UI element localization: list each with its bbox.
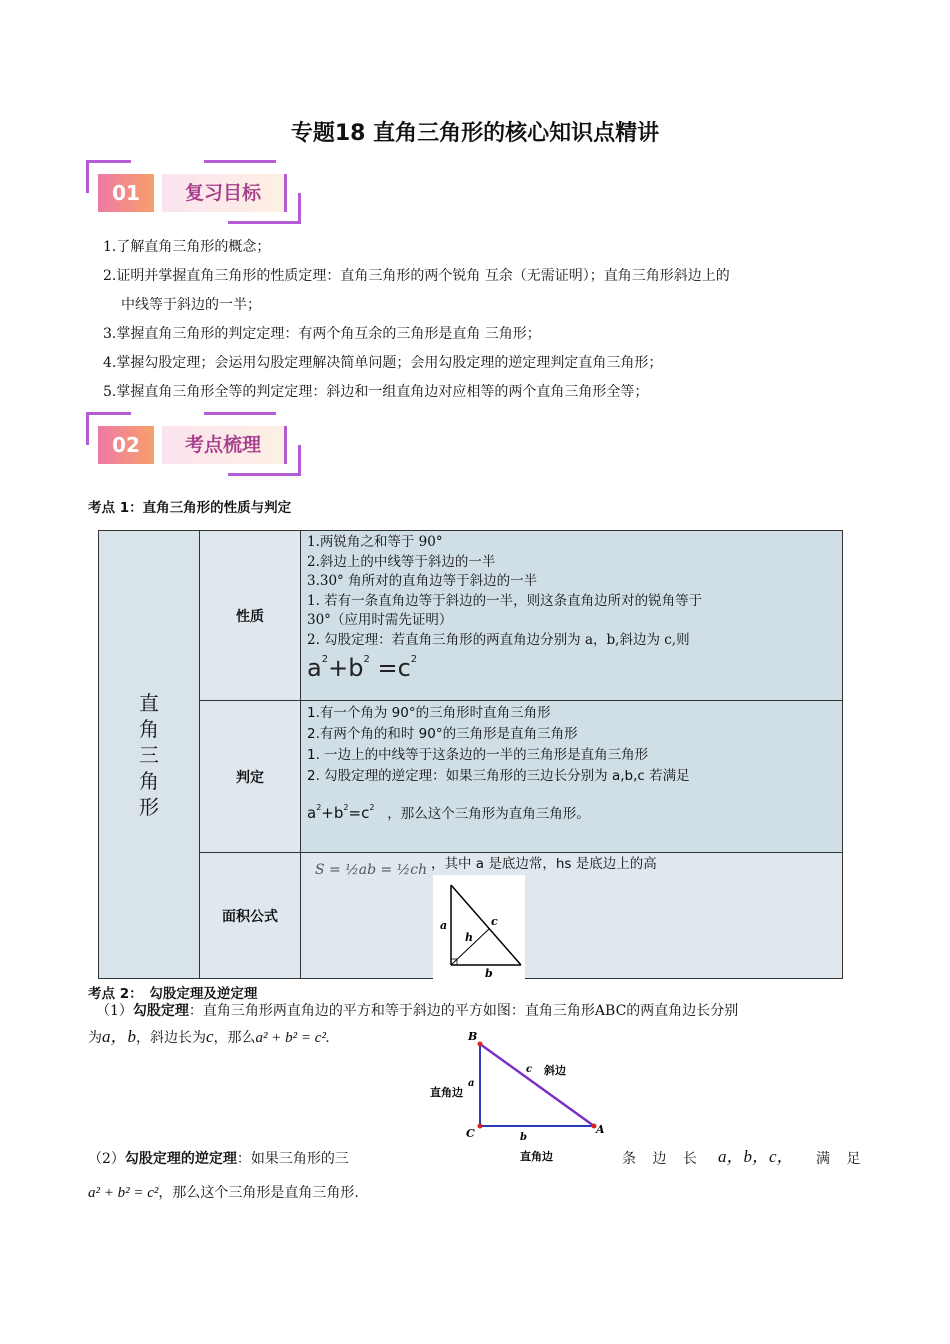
svg-text:B: B: [468, 1030, 478, 1043]
section-label: 复习目标: [162, 174, 287, 212]
kp1-title: 考点 1：直角三角形的性质与判定: [88, 500, 292, 516]
section-banner-01: [86, 160, 301, 224]
svg-text:直角边: 直角边: [520, 1150, 553, 1163]
goals-list: [103, 233, 883, 407]
right-triangle-abc-figure: [428, 1028, 610, 1164]
section-number: 02: [98, 426, 154, 464]
knowledge-table: [98, 530, 843, 979]
row-label-criteria: 判定: [200, 701, 301, 853]
section-label: 考点梳理: [162, 426, 287, 464]
svg-text:b: b: [485, 967, 493, 979]
kp2-title: 考点 2： 勾股定理及逆定理: [88, 986, 258, 1002]
svg-text:a: a: [468, 1078, 475, 1089]
row-label-properties: 性质: [200, 531, 301, 701]
area-desc: ，其中 a 是底边常，hs 是底边上的高: [431, 856, 657, 872]
svg-text:C: C: [466, 1127, 475, 1140]
goal-item: 2.证明并掌握直角三角形的性质定理：直角三角形的两个锐角 互余（无需证明）；直角三角形斜边上的: [103, 268, 730, 284]
section-number: 01: [98, 174, 154, 212]
svg-text:A: A: [596, 1123, 605, 1136]
row-label-area: 面积公式: [200, 853, 301, 979]
goal-item: 中线等于斜边的一半；: [121, 297, 261, 313]
goal-item: 5.掌握直角三角形全等的判定定理：斜边和一组直角边对应相等的两个直角三角形全等；: [103, 384, 649, 400]
svg-text:c: c: [491, 915, 498, 928]
row-content-properties: 1.两锐角之和等于 90° 2.斜边上的中线等于斜边的一半 3.30° 角所对的直角边等于斜边的一半 1. 若有一条直角边等于斜边的一半，则这条直角边所对的锐角等于 30°（应用时需先证明） 2. 勾股定理：若直角三角形的两直角边分别为 a，b,斜边为 c,则 $a^2+b^2 =c^2$: [301, 531, 843, 701]
inverse-theorem-line2: a² + b² = c²，那么这个三角形是直角三角形.: [88, 1185, 359, 1201]
inverse-theorem-paragraph: （2）勾股定理的逆定理：如果三角形的三: [88, 1151, 349, 1167]
section-banner-02: [86, 412, 301, 476]
svg-text:a: a: [440, 919, 448, 932]
svg-text:c: c: [526, 1064, 533, 1075]
svg-text:b: b: [520, 1132, 527, 1143]
svg-text:斜边: 斜边: [544, 1064, 566, 1077]
abc-variables: a，b，c，: [718, 1147, 794, 1166]
page-title: 专题18 直角三角形的核心知识点精讲: [290, 121, 660, 146]
goal-item: 4.掌握勾股定理；会运用勾股定理解决简单问题；会用勾股定理的逆定理判定直角三角形；: [103, 355, 663, 371]
svg-text:直角边: 直角边: [430, 1086, 463, 1099]
goal-item: 3.掌握直角三角形的判定定理：有两个角互余的三角形是直角 三角形；: [103, 326, 541, 342]
table-left-header: 直角三角形: [99, 531, 200, 979]
pythagoras-formula: $a^2+b^2 =c^2$: [307, 654, 418, 682]
goal-item: 1.了解直角三角形的概念；: [103, 239, 271, 255]
satisfy-text: 满 足: [816, 1151, 867, 1167]
triangle-height-figure: [433, 875, 525, 979]
row-content-criteria: 1.有一个角为 90°的三角形时直角三角形 2.有两个角的和时 90°的三角形是直角三角形 1. 一边上的中线等于这条边的一半的三角形是直角三角形 2. 勾股定理的逆定理：如果三角形的三边长分别为 a,b,c 若满足 $a^2+b^2=c^2$ ，那么这个三角形为直角三角形。: [301, 701, 843, 853]
row-content-area: [301, 853, 843, 979]
area-formula: S = ½ab = ½ch: [315, 862, 428, 878]
theorem-paragraph: （1）勾股定理：直角三角形两直角边的平方和等于斜边的平方如图：直角三角形ABC的两直角边长分别 为a，b，斜边长为c，那么a² + b² = c².: [88, 1003, 739, 1046]
svg-text:h: h: [465, 931, 473, 944]
side-lengths-text: 条 边 长: [622, 1151, 703, 1167]
